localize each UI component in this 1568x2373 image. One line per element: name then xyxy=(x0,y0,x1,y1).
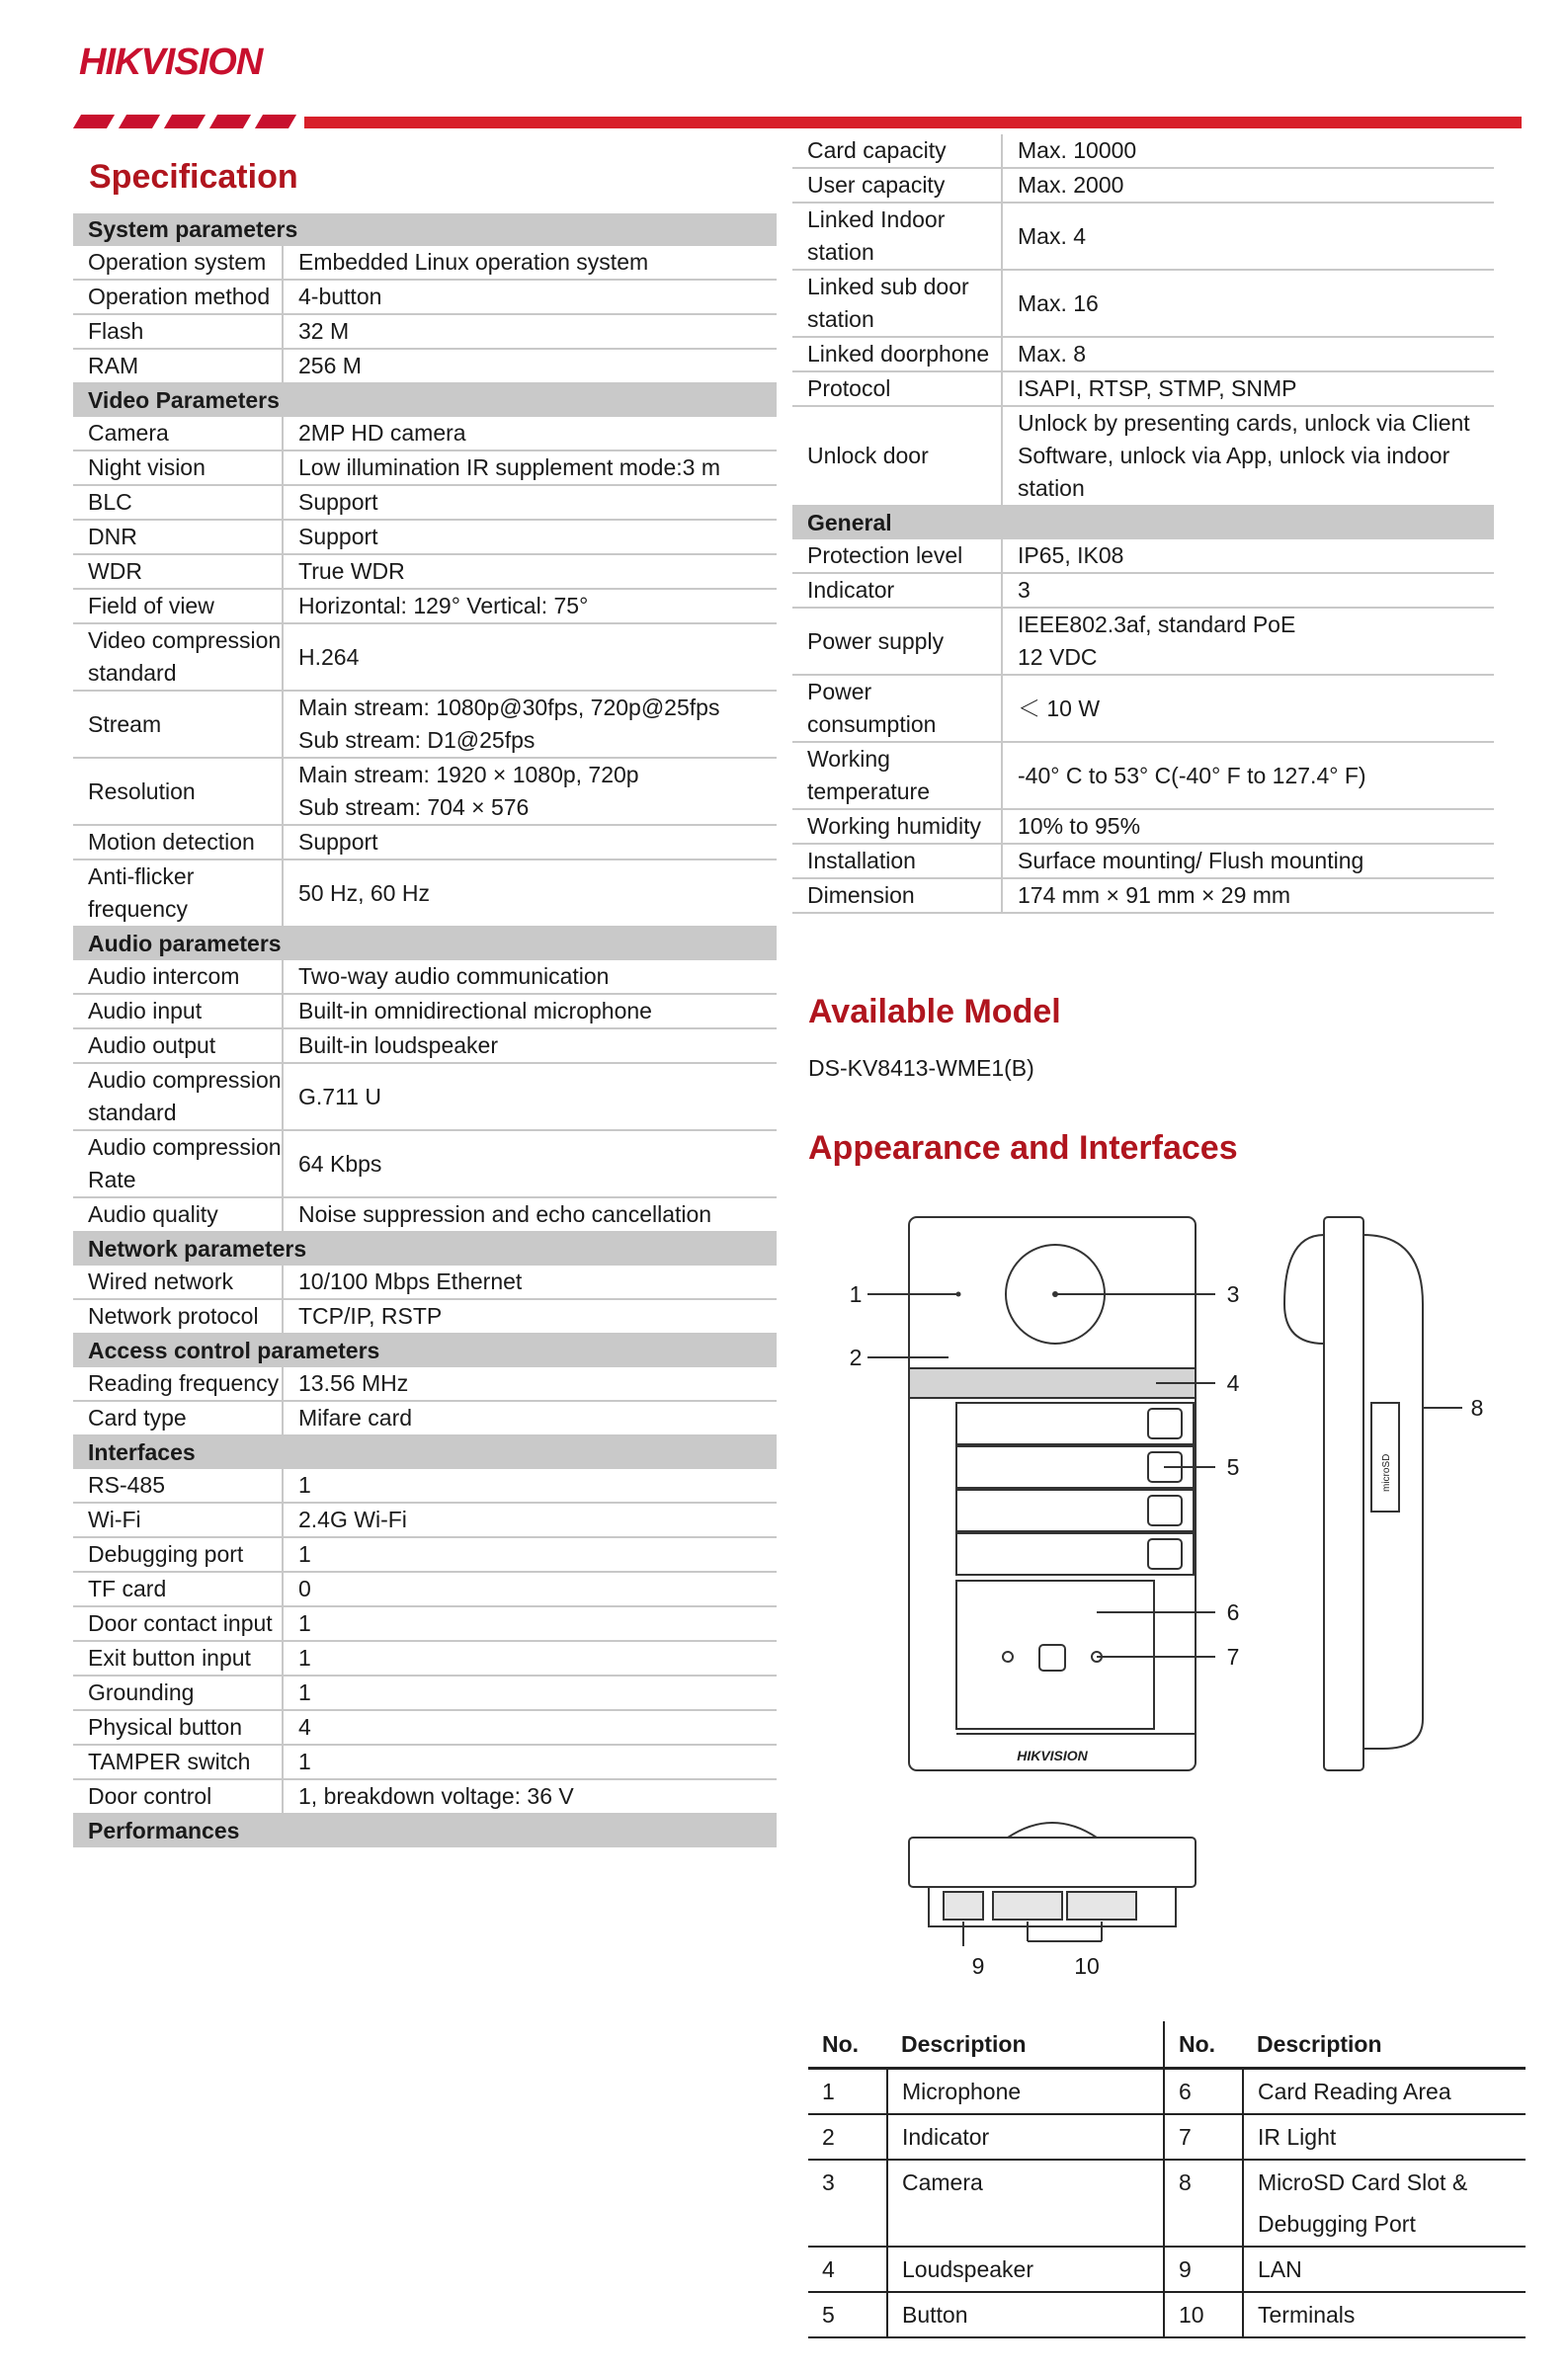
spec-value: 4-button xyxy=(283,280,777,314)
spec-value: ISAPI, RTSP, STMP, SNMP xyxy=(1002,371,1494,406)
spec-value: Surface mounting/ Flush mounting xyxy=(1002,844,1494,878)
spec-row xyxy=(792,168,1494,203)
spec-row xyxy=(73,1028,777,1063)
legend-number: 7 xyxy=(1164,2114,1243,2160)
spec-value: True WDR xyxy=(283,554,777,589)
section-header xyxy=(73,1334,777,1367)
spec-value: Max. 16 xyxy=(1002,270,1494,337)
spec-key: TAMPER switch xyxy=(73,1745,283,1779)
spec-key: RS-485 xyxy=(73,1469,283,1503)
legend-description: IR Light xyxy=(1243,2114,1526,2160)
callout-1: 1 xyxy=(849,1281,863,1307)
spec-row xyxy=(73,1266,777,1299)
legend-number: 9 xyxy=(1164,2247,1243,2292)
callout-5: 5 xyxy=(1226,1454,1240,1480)
spec-row xyxy=(73,1197,777,1232)
legend-description: Terminals xyxy=(1243,2292,1526,2337)
spec-key: Power consumption xyxy=(792,675,1002,742)
spec-row xyxy=(73,623,777,691)
legend-row xyxy=(808,2292,1526,2337)
legend-description: Indicator xyxy=(887,2114,1164,2160)
call-button-4 xyxy=(1148,1539,1182,1569)
spec-key: Dimension xyxy=(792,878,1002,913)
spec-row xyxy=(73,314,777,349)
loudspeaker-grill xyxy=(909,1368,1196,1398)
spec-row xyxy=(792,675,1494,742)
spec-value: IP65, IK08 xyxy=(1002,539,1494,573)
heading-appearance: Appearance and Interfaces xyxy=(808,1129,1238,1167)
legend-description: MicroSD Card Slot & Debugging Port xyxy=(1243,2160,1526,2247)
spec-value: 13.56 MHz xyxy=(283,1367,777,1401)
spec-row xyxy=(73,1063,777,1130)
spec-key: Protection level xyxy=(792,539,1002,573)
interface-legend-table xyxy=(808,2021,1526,2338)
legend-number: 1 xyxy=(808,2069,887,2115)
model-number: DS-KV8413-WME1(B) xyxy=(808,1055,1034,1081)
terminal-block-1 xyxy=(993,1892,1062,1920)
section-header xyxy=(792,506,1494,539)
spec-key: Working temperature xyxy=(792,742,1002,809)
spec-row xyxy=(73,485,777,520)
spec-key: Linked Indoor station xyxy=(792,203,1002,270)
spec-row xyxy=(792,371,1494,406)
call-button-3 xyxy=(1148,1496,1182,1525)
spec-value: Main stream: 1080p@30fps, 720p@25fps Sub stream: D1@25fps xyxy=(283,691,777,758)
spec-value: 4 xyxy=(283,1710,777,1745)
section-title: Performances xyxy=(73,1814,777,1847)
spec-table-left xyxy=(73,213,777,1847)
spec-key: Audio input xyxy=(73,994,283,1028)
spec-key: Resolution xyxy=(73,758,283,825)
legend-number: 6 xyxy=(1164,2069,1243,2115)
spec-value: Max. 4 xyxy=(1002,203,1494,270)
spec-key: Field of view xyxy=(73,589,283,623)
spec-row xyxy=(792,270,1494,337)
device-diagram xyxy=(830,1195,1522,2015)
spec-key: Flash xyxy=(73,314,283,349)
callout-6: 6 xyxy=(1226,1599,1240,1625)
spec-value: 3 xyxy=(1002,573,1494,608)
section-title: General xyxy=(792,506,1494,539)
spec-value: H.264 xyxy=(283,623,777,691)
spec-key: Door contact input xyxy=(73,1606,283,1641)
spec-key: Protocol xyxy=(792,371,1002,406)
spec-value: 10% to 95% xyxy=(1002,809,1494,844)
spec-value: 32 M xyxy=(283,314,777,349)
legend-row xyxy=(808,2247,1526,2292)
spec-value: 174 mm × 91 mm × 29 mm xyxy=(1002,878,1494,913)
spec-value: Max. 8 xyxy=(1002,337,1494,371)
spec-row xyxy=(73,1537,777,1572)
section-title: Network parameters xyxy=(73,1232,777,1266)
legend-number: 5 xyxy=(808,2292,887,2337)
spec-value: TCP/IP, RSTP xyxy=(283,1299,777,1334)
spec-row xyxy=(73,758,777,825)
spec-row xyxy=(792,573,1494,608)
spec-row xyxy=(73,589,777,623)
legend-description: Microphone xyxy=(887,2069,1164,2115)
legend-header-no-2: No. xyxy=(1164,2021,1243,2069)
spec-row xyxy=(73,1130,777,1197)
spec-row xyxy=(792,203,1494,270)
side-view xyxy=(1324,1217,1363,1770)
spec-key: Unlock door xyxy=(792,406,1002,506)
spec-value: Max. 10000 xyxy=(1002,134,1494,168)
device-logo-text: HIKVISION xyxy=(1017,1748,1088,1763)
spec-row xyxy=(73,246,777,280)
spec-key: Audio compression standard xyxy=(73,1063,283,1130)
spec-key: Motion detection xyxy=(73,825,283,859)
spec-value: 1 xyxy=(283,1641,777,1676)
section-header xyxy=(73,383,777,417)
spec-row xyxy=(73,1503,777,1537)
callout-4: 4 xyxy=(1226,1370,1240,1396)
section-title: Audio parameters xyxy=(73,927,777,960)
spec-key: Audio quality xyxy=(73,1197,283,1232)
spec-value: Embedded Linux operation system xyxy=(283,246,777,280)
header-red-bar xyxy=(304,117,1522,128)
section-title: Interfaces xyxy=(73,1435,777,1469)
spec-row xyxy=(73,1469,777,1503)
legend-header-no: No. xyxy=(808,2021,887,2069)
spec-key: Camera xyxy=(73,417,283,450)
callout-7: 7 xyxy=(1226,1644,1240,1670)
section-title: Access control parameters xyxy=(73,1334,777,1367)
spec-key: Card type xyxy=(73,1401,283,1435)
spec-value: 10/100 Mbps Ethernet xyxy=(283,1266,777,1299)
spec-value: Noise suppression and echo cancellation xyxy=(283,1197,777,1232)
spec-value: Built-in omnidirectional microphone xyxy=(283,994,777,1028)
heading-specification: Specification xyxy=(89,158,298,196)
spec-key: DNR xyxy=(73,520,283,554)
spec-row xyxy=(73,960,777,994)
spec-key: Night vision xyxy=(73,450,283,485)
spec-value: G.711 U xyxy=(283,1063,777,1130)
spec-value: 1 xyxy=(283,1606,777,1641)
spec-row xyxy=(73,1710,777,1745)
spec-key: Stream xyxy=(73,691,283,758)
legend-number: 4 xyxy=(808,2247,887,2292)
spec-value: Built-in loudspeaker xyxy=(283,1028,777,1063)
spec-value: ＜ 10 W xyxy=(1002,675,1494,742)
spec-value: -40° C to 53° C(-40° F to 127.4° F) xyxy=(1002,742,1494,809)
spec-key: Physical button xyxy=(73,1710,283,1745)
spec-key: RAM xyxy=(73,349,283,383)
brand-hik: HIK xyxy=(79,41,141,83)
spec-key: TF card xyxy=(73,1572,283,1606)
spec-value: Main stream: 1920 × 1080p, 720p Sub stream: 704 × 576 xyxy=(283,758,777,825)
spec-row xyxy=(792,742,1494,809)
spec-row xyxy=(73,825,777,859)
spec-row xyxy=(792,878,1494,913)
spec-key: User capacity xyxy=(792,168,1002,203)
spec-row xyxy=(73,1641,777,1676)
front-panel xyxy=(909,1217,1196,1770)
legend-number: 2 xyxy=(808,2114,887,2160)
spec-value: Support xyxy=(283,485,777,520)
spec-key: Operation method xyxy=(73,280,283,314)
section-header xyxy=(73,1232,777,1266)
spec-key: Door control xyxy=(73,1779,283,1814)
spec-row xyxy=(73,1401,777,1435)
spec-value: Two-way audio communication xyxy=(283,960,777,994)
spec-key: Installation xyxy=(792,844,1002,878)
section-header xyxy=(73,213,777,246)
spec-row xyxy=(792,809,1494,844)
spec-row xyxy=(792,406,1494,506)
callout-9: 9 xyxy=(971,1953,985,1979)
spec-value: Support xyxy=(283,825,777,859)
spec-value: 1 xyxy=(283,1537,777,1572)
spec-row xyxy=(73,1606,777,1641)
call-button-1 xyxy=(1148,1409,1182,1438)
spec-value: Mifare card xyxy=(283,1401,777,1435)
spec-key: Wi-Fi xyxy=(73,1503,283,1537)
spec-value: 64 Kbps xyxy=(283,1130,777,1197)
spec-key: Linked doorphone xyxy=(792,337,1002,371)
bottom-view xyxy=(909,1838,1196,1887)
spec-row xyxy=(792,539,1494,573)
section-title: Video Parameters xyxy=(73,383,777,417)
spec-key: Card capacity xyxy=(792,134,1002,168)
legend-description: Loudspeaker xyxy=(887,2247,1164,2292)
spec-table-right xyxy=(792,134,1494,914)
spec-key: Audio output xyxy=(73,1028,283,1063)
spec-key: Audio intercom xyxy=(73,960,283,994)
spec-key: Anti-flicker frequency xyxy=(73,859,283,927)
spec-row xyxy=(792,134,1494,168)
callout-8: 8 xyxy=(1470,1395,1484,1421)
legend-description: Camera xyxy=(887,2160,1164,2247)
spec-key: Working humidity xyxy=(792,809,1002,844)
spec-key: Linked sub door station xyxy=(792,270,1002,337)
spec-row xyxy=(73,554,777,589)
terminal-block-2 xyxy=(1067,1892,1136,1920)
spec-row xyxy=(792,337,1494,371)
spec-value: Horizontal: 129° Vertical: 75° xyxy=(283,589,777,623)
spec-row xyxy=(73,280,777,314)
spec-row xyxy=(73,417,777,450)
section-header xyxy=(73,1814,777,1847)
spec-value: 0 xyxy=(283,1572,777,1606)
spec-value: 1, breakdown voltage: 36 V xyxy=(283,1779,777,1814)
spec-value: 1 xyxy=(283,1745,777,1779)
callout-3: 3 xyxy=(1226,1281,1240,1307)
spec-key: Exit button input xyxy=(73,1641,283,1676)
spec-row xyxy=(73,859,777,927)
card-reading-area xyxy=(956,1581,1154,1729)
spec-key: Operation system xyxy=(73,246,283,280)
section-header xyxy=(73,927,777,960)
section-header xyxy=(73,1435,777,1469)
legend-number: 8 xyxy=(1164,2160,1243,2247)
lan-port xyxy=(944,1892,983,1920)
spec-row xyxy=(792,844,1494,878)
spec-value: Unlock by presenting cards, unlock via Client Software, unlock via App, unlock via indoor station xyxy=(1002,406,1494,506)
brand-vision: VISION xyxy=(140,41,263,83)
legend-header-description-2: Description xyxy=(1243,2021,1526,2069)
spec-row xyxy=(73,349,777,383)
spec-value: Support xyxy=(283,520,777,554)
spec-row xyxy=(73,1299,777,1334)
legend-description: LAN xyxy=(1243,2247,1526,2292)
spec-row xyxy=(73,1745,777,1779)
legend-number: 3 xyxy=(808,2160,887,2247)
spec-value: Max. 2000 xyxy=(1002,168,1494,203)
spec-value: 1 xyxy=(283,1676,777,1710)
spec-value: 2.4G Wi-Fi xyxy=(283,1503,777,1537)
spec-value: 1 xyxy=(283,1469,777,1503)
spec-value: IEEE802.3af, standard PoE 12 VDC xyxy=(1002,608,1494,675)
spec-key: Debugging port xyxy=(73,1537,283,1572)
spec-row xyxy=(792,608,1494,675)
spec-key: WDR xyxy=(73,554,283,589)
spec-row xyxy=(73,994,777,1028)
spec-key: Video compression standard xyxy=(73,623,283,691)
spec-value: 50 Hz, 60 Hz xyxy=(283,859,777,927)
legend-row xyxy=(808,2114,1526,2160)
sd-label-text: microSD xyxy=(1381,1453,1392,1492)
callout-10: 10 xyxy=(1074,1953,1100,1979)
spec-row xyxy=(73,1367,777,1401)
legend-number: 10 xyxy=(1164,2292,1243,2337)
spec-key: Network protocol xyxy=(73,1299,283,1334)
legend-header-description: Description xyxy=(887,2021,1164,2069)
heading-available-model: Available Model xyxy=(808,993,1061,1030)
spec-row xyxy=(73,1572,777,1606)
spec-value: 2MP HD camera xyxy=(283,417,777,450)
legend-row xyxy=(808,2160,1526,2247)
spec-key: Power supply xyxy=(792,608,1002,675)
spec-value: 256 M xyxy=(283,349,777,383)
spec-key: Wired network xyxy=(73,1266,283,1299)
legend-row xyxy=(808,2069,1526,2115)
legend-description: Card Reading Area xyxy=(1243,2069,1526,2115)
spec-row xyxy=(73,450,777,485)
spec-key: Audio compression Rate xyxy=(73,1130,283,1197)
spec-row xyxy=(73,1779,777,1814)
spec-row xyxy=(73,1676,777,1710)
spec-value: Low illumination IR supplement mode:3 m xyxy=(283,450,777,485)
spec-row xyxy=(73,691,777,758)
callout-2: 2 xyxy=(849,1345,863,1370)
spec-row xyxy=(73,520,777,554)
legend-description: Button xyxy=(887,2292,1164,2337)
spec-key: Reading frequency xyxy=(73,1367,283,1401)
spec-key: BLC xyxy=(73,485,283,520)
brand-logo xyxy=(79,41,262,84)
spec-key: Indicator xyxy=(792,573,1002,608)
spec-key: Grounding xyxy=(73,1676,283,1710)
section-title: System parameters xyxy=(73,213,777,246)
